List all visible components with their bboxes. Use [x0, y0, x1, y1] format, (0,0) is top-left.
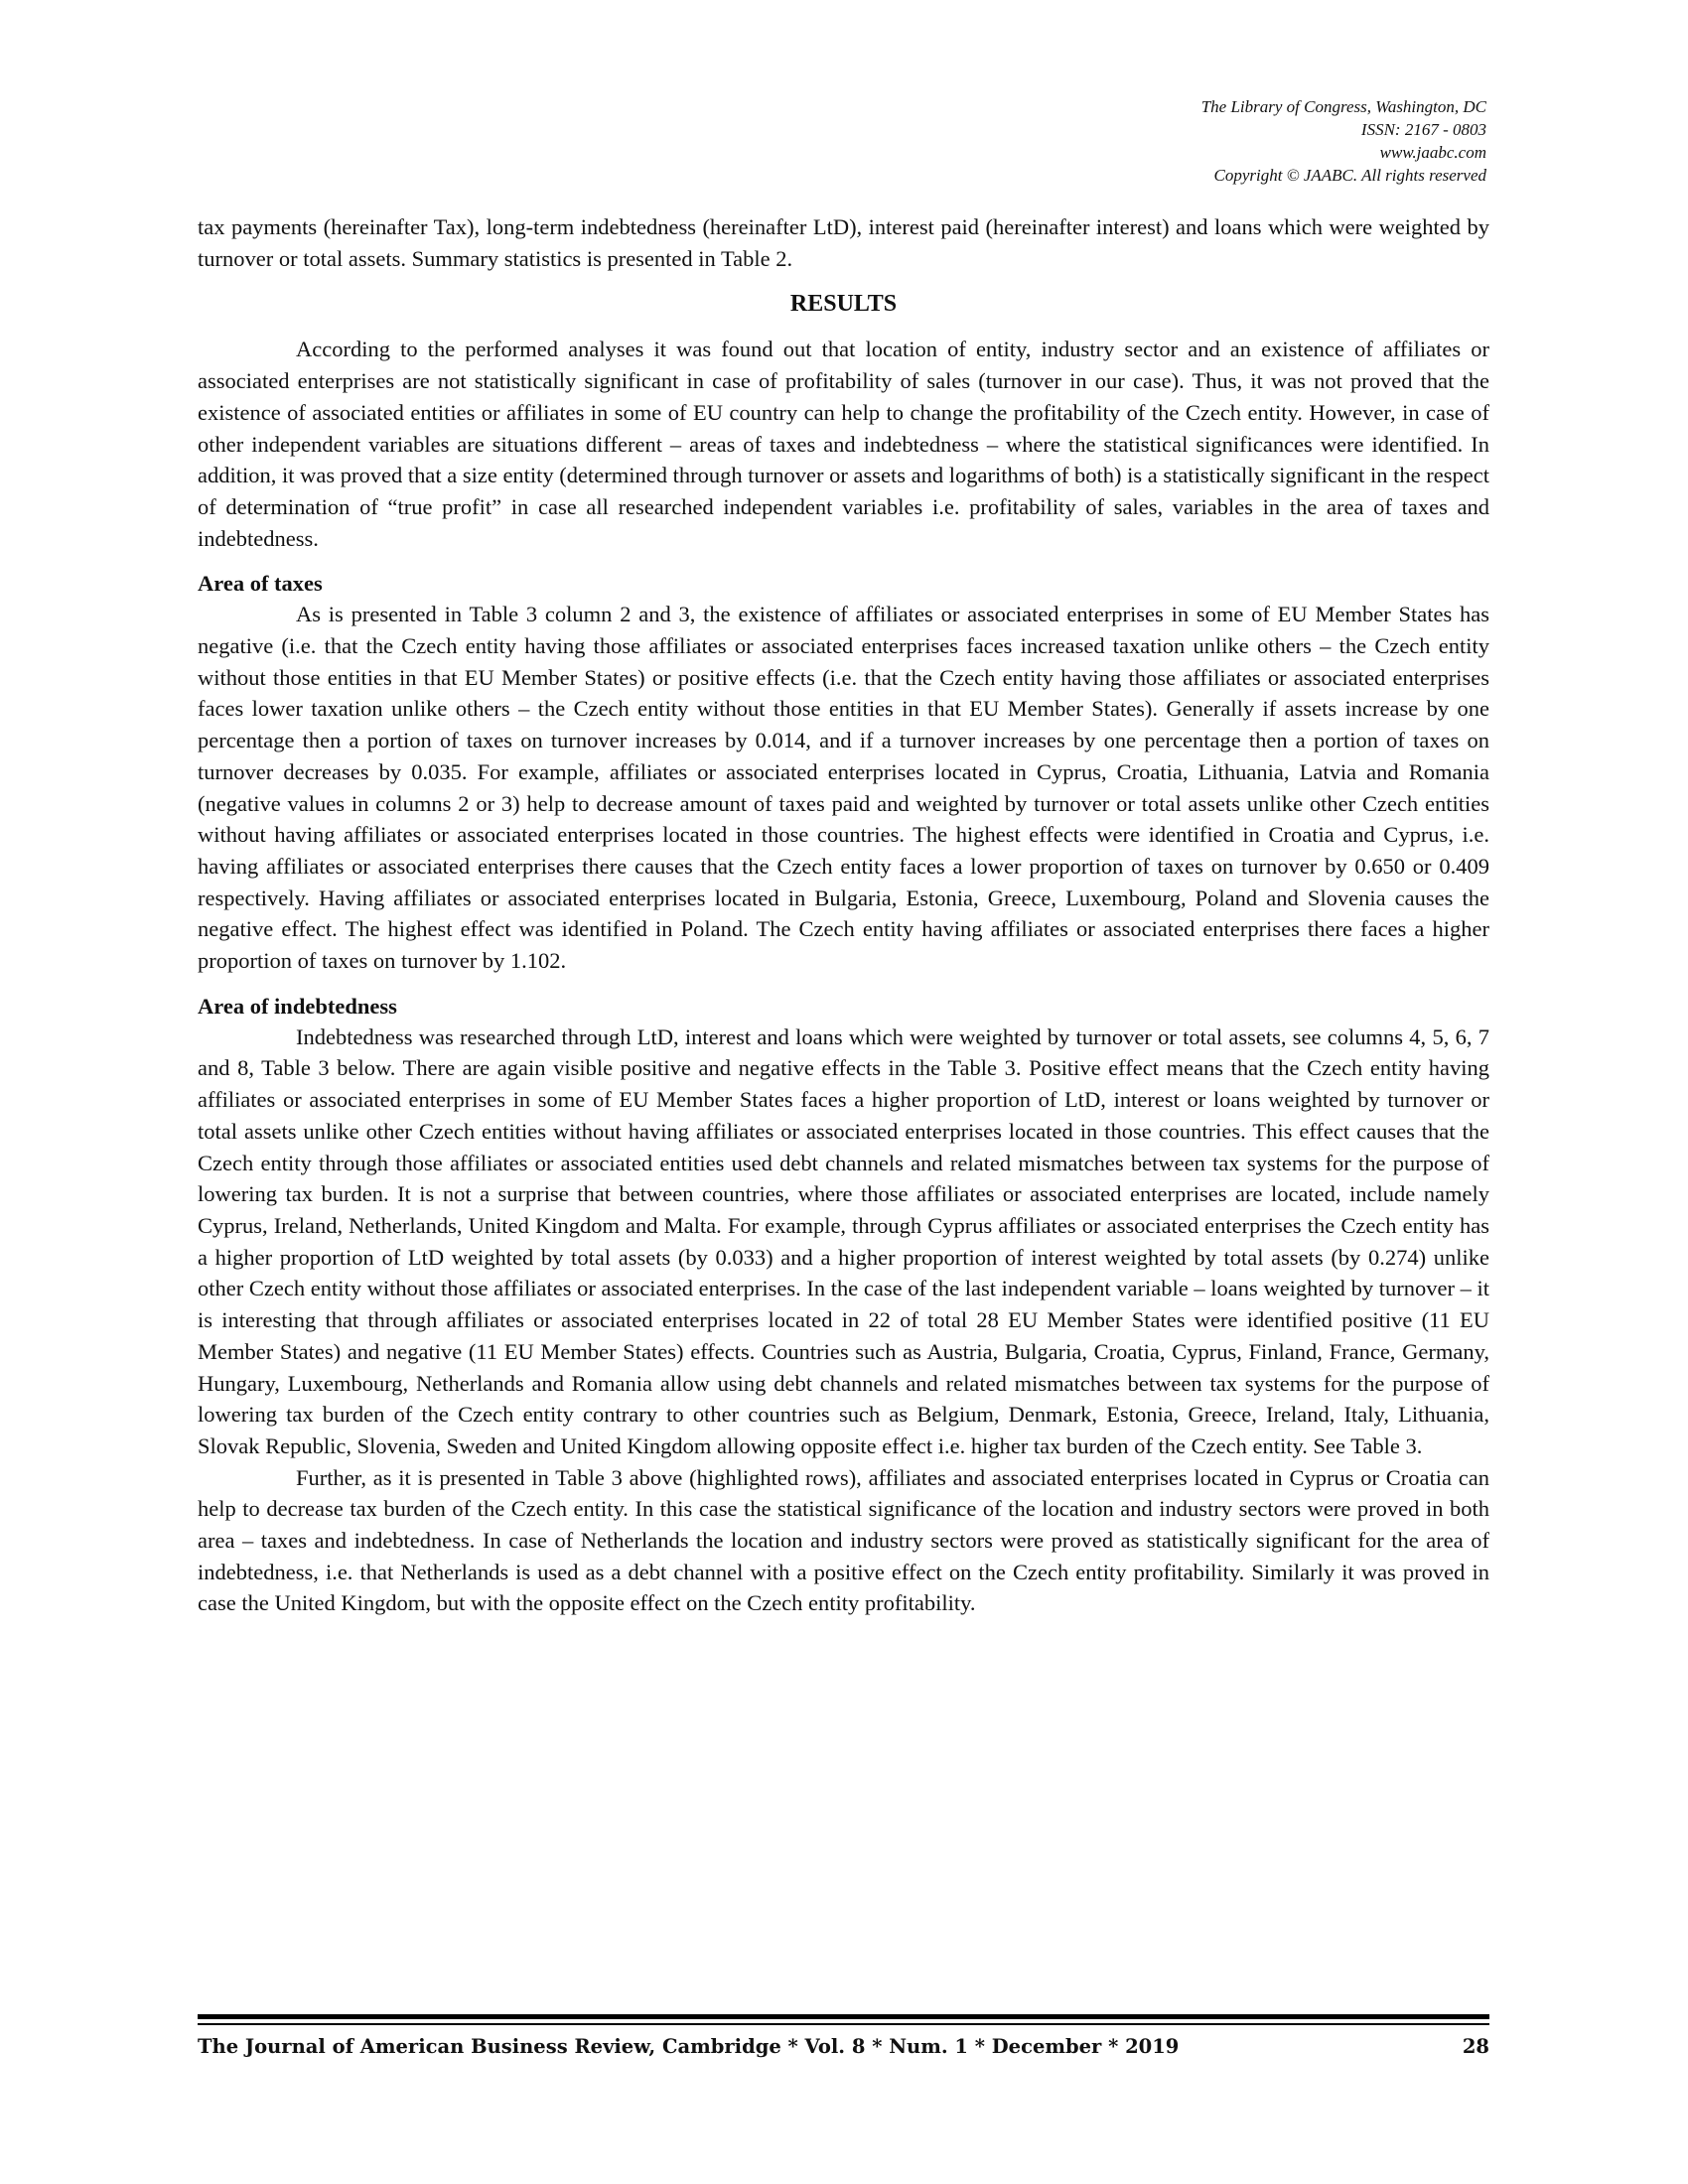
footer-rule-thin	[198, 2023, 1489, 2025]
footer-journal: The Journal of American Business Review, Cambridge * Vol. 8 * Num. 1 * December * 2019	[198, 2035, 1180, 2058]
header-issn: ISSN: 2167 - 0803	[1360, 120, 1486, 139]
header-website: www.jaabc.com	[1379, 143, 1486, 162]
footer-rule-thick	[198, 2014, 1489, 2019]
page-number: 28	[1462, 2035, 1489, 2058]
results-heading: RESULTS	[789, 291, 898, 318]
running-footer	[198, 2035, 1489, 2058]
indebtedness-heading: Area of indebtedness	[198, 993, 397, 1019]
further-paragraph: Further, as it is presented in Table 3 above (highlighted rows), affiliates and associated enterprises located in Cyprus or Croatia can help to decrease tax burden of the Czech entity. In this case the statistical significance of the location and industry sectors were proved in both area – taxes and indebtedness. In case of Netherlands the location and industry sectors were proved as statistically significant for the area of indebtedness, i.e. that Netherlands is used as a debt channel with a positive effect on the Czech entity profitability. Similarly it was proved in case the United Kingdom, but with the opposite effect on the Czech entity profitability.	[198, 1464, 1489, 1616]
taxes-paragraph: As is presented in Table 3 column 2 and 3, the existence of affiliates or associated enterprises in some of EU Member States has negative (i.e. that the Czech entity having those affiliates or associated enterprises faces increased taxation unlike others – the Czech entity without those entities in that EU Member States) or positive effects (i.e. that the Czech entity having those affiliates or associated enterprises faces lower taxation unlike others – the Czech entity without those entities in that EU Member States). Generally if assets increase by one percentage then a portion of taxes on turnover increases by 0.014, and if a turnover increases by one percentage then a portion of taxes on turnover decreases by 0.035. For example, affiliates or associated enterprises located in Cyprus, Croatia, Lithuania, Latvia and Romania (negative values in columns 2 or 3) help to decrease amount of taxes paid and weighted by turnover or total assets unlike other Czech entities without having affiliates or associated enterprises located in those countries. The highest effects were identified in Croatia and Cyprus, i.e. having affiliates or associated enterprises there causes that the Czech entity faces a lower proportion of taxes on turnover by 0.650 or 0.409 respectively. Having affiliates or associated enterprises located in Bulgaria, Estonia, Greece, Luxembourg, Poland and Slovenia causes the negative effect. The highest effect was identified in Poland. The Czech entity having affiliates or associated enterprises there faces a higher proportion of taxes on turnover by 1.102.	[198, 602, 1489, 974]
header-copyright: Copyright © JAABC. All rights reserved	[1213, 166, 1486, 185]
running-header	[1201, 95, 1486, 187]
indebtedness-paragraph: Indebtedness was researched through LtD, interest and loans which were weighted by turnover or total assets, see columns 4, 5, 6, 7 and 8, Table 3 below. There are again visible positive and negative effects in the Table 3. Positive effect means that the Czech entity having affiliates or associated enterprises in some of EU Member States faces a higher proportion of LtD, interest or loans weighted by turnover or total assets unlike other Czech entities without having affiliates or associated enterprises located in those countries. This effect causes that the Czech entity through those affiliates or associated entities used debt channels and related mismatches between tax systems for the purpose of lowering tax burden. It is not a surprise that between countries, where those affiliates or associated enterprises are located, include namely Cyprus, Ireland, Netherlands, United Kingdom and Malta. For example, through Cyprus affiliates or associated enterprises the Czech entity has a higher proportion of LtD weighted by total assets (by 0.033) and a higher proportion of interest weighted by total assets (by 0.274) unlike other Czech entity without those affiliates or associated enterprises. In the case of the last independent variable – loans weighted by turnover – it is interesting that through affiliates or associated enterprises located in 22 of total 28 EU Member States were identified positive (11 EU Member States) and negative (11 EU Member States) effects. Countries such as Austria, Bulgaria, Croatia, Cyprus, Finland, France, Germany, Hungary, Luxembourg, Netherlands and Romania allow using debt channels and related mismatches between tax systems for the purpose of lowering tax burden of the Czech entity contrary to other countries such as Belgium, Denmark, Estonia, Greece, Ireland, Italy, Lithuania, Slovak Republic, Slovenia, Sweden and United Kingdom allowing opposite effect i.e. higher tax burden of the Czech entity. See Table 3.	[198, 1024, 1489, 1458]
taxes-heading: Area of taxes	[198, 571, 323, 597]
article-body	[198, 211, 1489, 1619]
header-library: The Library of Congress, Washington, DC	[1200, 97, 1486, 116]
intro-paragraph: tax payments (hereinafter Tax), long-term indebtedness (hereinafter LtD), interest paid (hereinafter interest) and loans which were weighted by turnover or total assets. Summary statistics is presented in Table 2.	[198, 214, 1489, 271]
results-paragraph: According to the performed analyses it was found out that location of entity, industry sector and an existence of affiliates or associated enterprises are not statistically significant in case of profitability of sales (turnover in our case). Thus, it was not proved that the existence of associated entities or affiliates in some of EU country can help to change the profitability of the Czech entity. However, in case of other independent variables are situations different – areas of taxes and indebtedness – where the statistical significances were identified. In addition, it was proved that a size entity (determined through turnover or assets and logarithms of both) is a statistically significant in the respect of determination of “true profit” in case all researched independent variables i.e. profitability of sales, variables in the area of taxes and indebtedness.	[198, 337, 1489, 551]
